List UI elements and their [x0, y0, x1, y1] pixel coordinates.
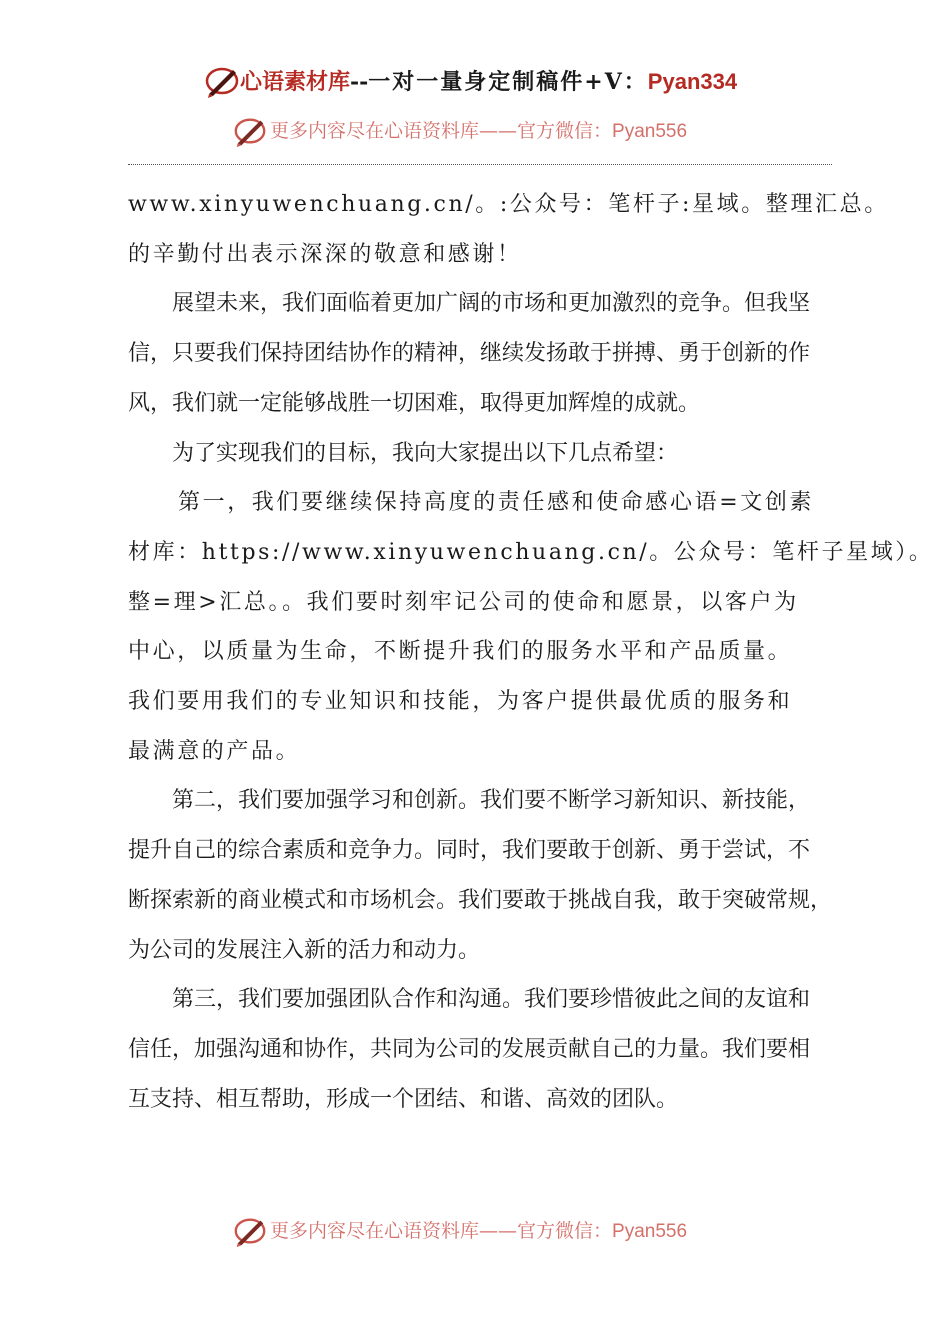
band-wechat-id: Pyan556	[612, 1221, 688, 1242]
text-line: 展望未来，我们面临着更加广阔的市场和更加激烈的竞争。但我坚	[172, 291, 811, 317]
text-line: 断探索新的商业模式和市场机会。我们要敢于挑战自我，敢于突破常规，	[128, 887, 833, 913]
text-line: 整=理>汇总。。我们要时刻牢记公司的使命和愿景，以客户为	[128, 589, 799, 615]
text-line: 提升自己的综合素质和竞争力。同时，我们要敢于创新、勇于尝试，不	[128, 838, 811, 864]
text-line: 互支持、相互帮助，形成一个团结、和谐、高效的团队。	[128, 1086, 679, 1112]
paragraph-3	[128, 429, 840, 479]
text-line: 风，我们就一定能够战胜一切困难，取得更加辉煌的成就。	[128, 390, 701, 416]
band-wechat-id: Pyan556	[612, 121, 688, 142]
header-divider	[128, 164, 832, 165]
paragraph-5	[128, 776, 840, 975]
text-line: 中心，以质量为生命，不断提升我们的服务水平和产品质量。	[128, 639, 793, 665]
band-dash: ——	[479, 1220, 518, 1242]
text-line: 为公司的发展注入新的活力和动力。	[128, 937, 481, 963]
document-body	[128, 180, 934, 1124]
text-line: 的辛勤付出表示深深的敬意和感谢！	[128, 241, 522, 267]
paragraph-4	[128, 478, 934, 776]
band-text: 更多内容尽在心语资料库	[270, 1220, 480, 1242]
text-line: 第一，我们要继续保持高度的责任感和使命感心语=文创素	[178, 490, 815, 516]
header-banner	[240, 62, 737, 102]
paragraph-2	[128, 279, 840, 428]
text-line: 材库：https://www.xinyuwenchuang.cn/。公众号：笔杆子星域）。	[128, 539, 934, 565]
pen-logo-icon	[232, 114, 268, 148]
text-line: 最满意的产品。	[128, 738, 301, 764]
text-line: 信，只要我们保持团结协作的精神，继续发扬敢于拼搏、勇于创新的作	[128, 341, 811, 367]
footer-watermark-band	[270, 1214, 687, 1248]
pen-logo-icon	[203, 64, 241, 98]
text-line: 为了实现我们的目标，我向大家提出以下几点希望：	[172, 440, 679, 466]
text-line: 信任，加强沟通和协作，共同为公司的发展贡献自己的力量。我们要相	[128, 1036, 811, 1062]
header-slogan: 一对一量身定制稿件+V：	[368, 69, 648, 95]
pen-logo-icon	[232, 1214, 268, 1248]
header-separator: --	[350, 69, 369, 95]
text-line: 第二，我们要加强学习和创新。我们要不断学习新知识、新技能，	[172, 788, 811, 814]
band-label: 官方微信：	[517, 120, 613, 142]
paragraph-6	[128, 975, 840, 1124]
brand-name: 心语素材库	[240, 69, 351, 95]
band-dash: ——	[479, 120, 518, 142]
text-line: 我们要用我们的专业知识和技能，为客户提供最优质的服务和	[128, 689, 793, 715]
band-text: 更多内容尽在心语资料库	[270, 120, 480, 142]
text-line: www.xinyuwenchuang.cn/。:公众号：笔杆子:星域。整理汇总。	[128, 192, 889, 217]
header-contact-id: Pyan334	[647, 69, 738, 94]
band-label: 官方微信：	[517, 1220, 613, 1242]
header-watermark-band	[270, 114, 687, 148]
text-line: 第三，我们要加强团队合作和沟通。我们要珍惜彼此之间的友谊和	[172, 987, 811, 1013]
paragraph-1	[128, 180, 889, 279]
